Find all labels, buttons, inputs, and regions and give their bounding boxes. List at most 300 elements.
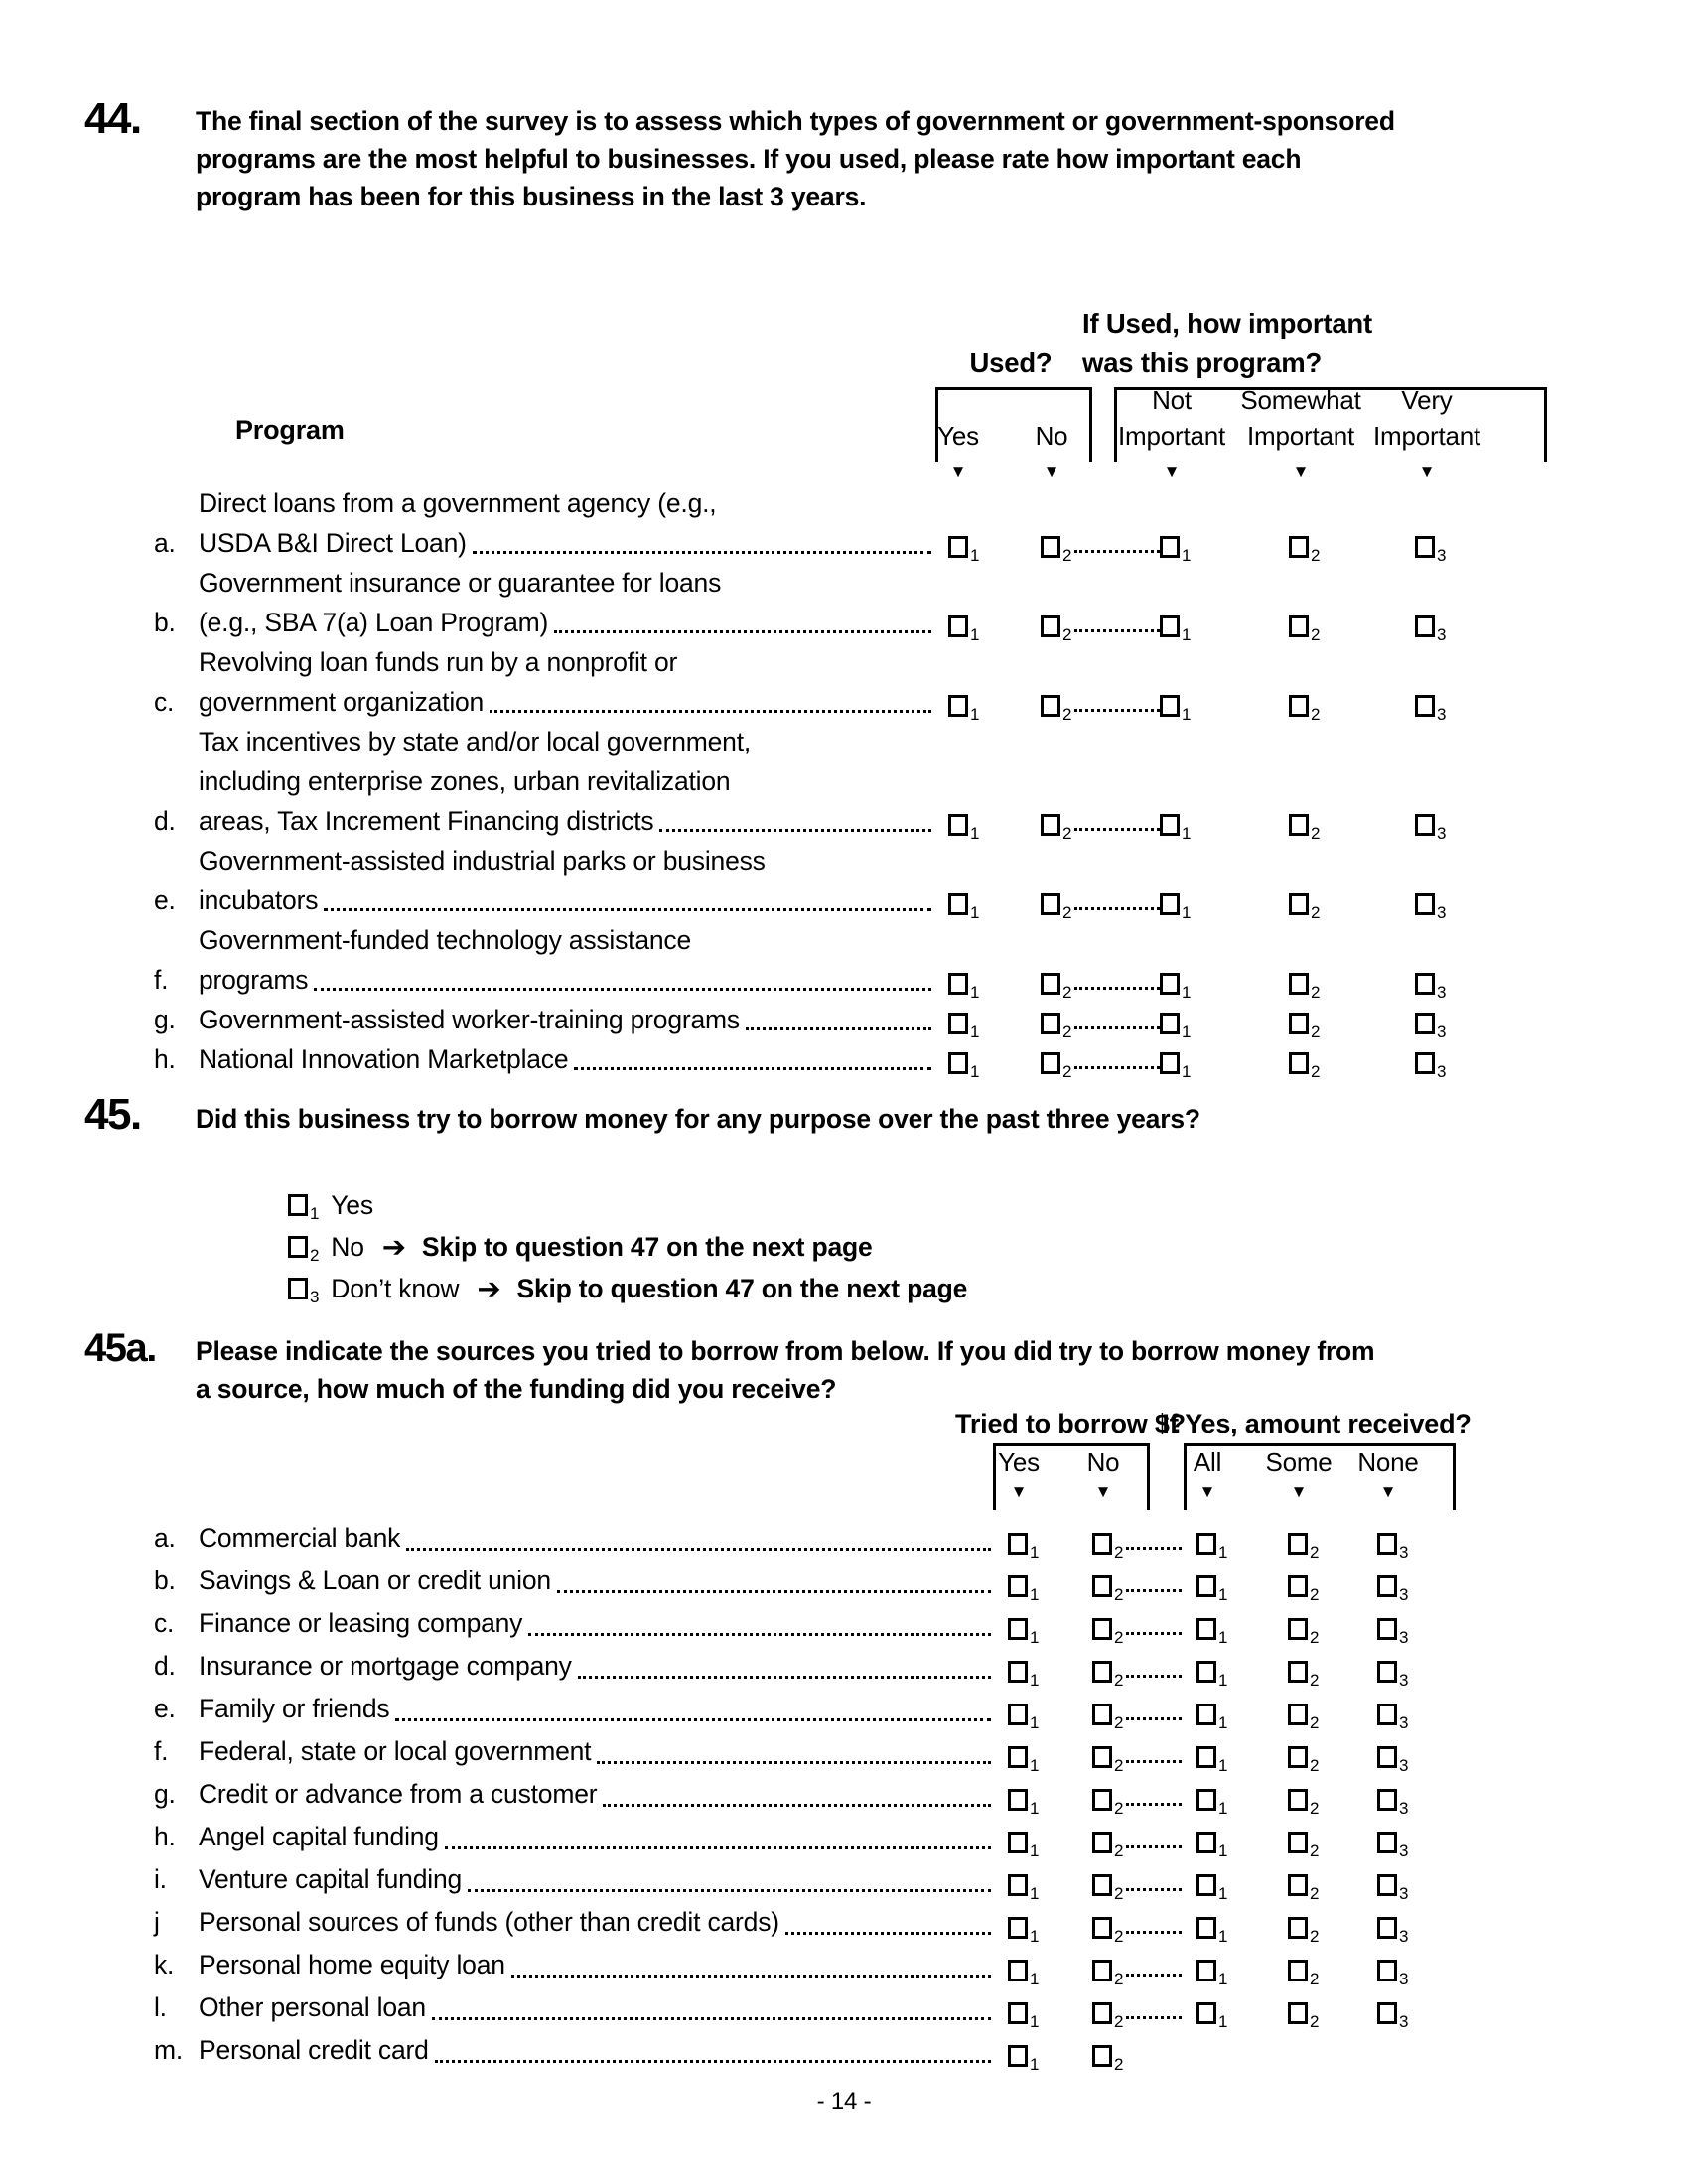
cell-used-no — [1026, 615, 1160, 642]
cell-received-none — [1362, 1661, 1452, 1688]
checkbox-used-yes[interactable] — [948, 973, 980, 1002]
checkbox-used-no[interactable] — [1041, 695, 1072, 724]
checkbox-somewhat-important[interactable] — [1289, 1013, 1321, 1041]
checkbox-received-some[interactable] — [1288, 1533, 1320, 1562]
checkbox-box — [1377, 1917, 1397, 1939]
checkbox-very-important[interactable] — [1415, 695, 1447, 724]
checkbox-subscript: 1 — [1182, 1023, 1192, 1041]
dotted-leader — [1074, 1066, 1160, 1069]
checkbox-very-important[interactable] — [1415, 814, 1447, 843]
cell-very-important — [1415, 695, 1494, 722]
checkbox-received-all[interactable] — [1196, 1575, 1228, 1604]
checkbox-very-important[interactable] — [1415, 973, 1447, 1002]
checkbox-box — [1160, 893, 1180, 915]
checkbox-box — [1008, 1661, 1028, 1683]
checkbox-used-no[interactable] — [1041, 615, 1072, 644]
question-text-line: program has been for this business in the last 3 years. — [196, 182, 867, 211]
checkbox-used-no[interactable] — [1041, 814, 1072, 843]
option-label: Yes — [331, 1189, 373, 1220]
checkbox-very-important[interactable] — [1415, 1013, 1447, 1041]
row-label-text: (e.g., SBA 7(a) Loan Program) — [199, 608, 549, 637]
checkbox-subscript: 2 — [1310, 1927, 1320, 1946]
checkbox-very-important[interactable] — [1415, 893, 1447, 922]
checkbox-box — [1377, 1960, 1397, 1981]
dotted-leader — [1126, 1803, 1182, 1806]
cell-received-all — [1182, 1917, 1273, 1944]
checkbox-received-some[interactable] — [1288, 1960, 1320, 1988]
checkbox-received-all[interactable] — [1196, 1618, 1228, 1647]
dotted-leader — [473, 551, 931, 554]
row-label-text: areas, Tax Increment Financing districts — [199, 806, 654, 836]
cell-somewhat-important — [1289, 695, 1415, 722]
checkbox-box — [1288, 1661, 1308, 1683]
checkbox-received-none[interactable] — [1377, 1575, 1409, 1604]
checkbox-received-none[interactable] — [1377, 1746, 1409, 1775]
checkbox-box — [1160, 1013, 1180, 1034]
cell-received-some — [1273, 1618, 1362, 1645]
checkbox-box — [1288, 1960, 1308, 1981]
table-row — [154, 1773, 1452, 1816]
checkbox-received-all[interactable] — [1196, 1832, 1228, 1860]
checkbox-subscript: 1 — [310, 1204, 320, 1223]
dotted-leader — [1126, 1888, 1182, 1891]
checkbox-somewhat-important[interactable] — [1289, 893, 1321, 922]
checkbox-not-important[interactable] — [1160, 536, 1192, 565]
checkbox-box — [1289, 1052, 1309, 1074]
checkbox-yes[interactable] — [288, 1194, 320, 1223]
checkbox-used-yes[interactable] — [948, 1013, 980, 1041]
row-label — [199, 1645, 993, 1688]
row-label — [199, 642, 933, 722]
checkbox-not-important[interactable] — [1160, 893, 1192, 922]
checkbox-somewhat-important[interactable] — [1289, 814, 1321, 843]
checkbox-subscript: 3 — [1437, 625, 1447, 644]
checkbox-received-some[interactable] — [1288, 1917, 1320, 1946]
checkbox-received-some[interactable] — [1288, 1704, 1320, 1732]
table-row — [154, 563, 1494, 642]
skip-arrow-icon: ➔ — [477, 1273, 501, 1305]
checkbox-tried-yes[interactable] — [1008, 2045, 1040, 2074]
checkbox-used-no[interactable] — [1041, 1013, 1072, 1041]
checkbox-subscript: 1 — [1218, 1671, 1228, 1690]
dotted-leader — [324, 908, 931, 911]
cell-tried-yes — [993, 1704, 1077, 1730]
row-label-text: Family or friends — [199, 1694, 390, 1723]
option-label: No — [331, 1231, 364, 1262]
cell-received-all — [1182, 1832, 1273, 1858]
checkbox-received-none[interactable] — [1377, 1917, 1409, 1946]
row-label-line-last — [199, 801, 933, 841]
option-row — [288, 1268, 967, 1309]
row-label-line-last — [199, 523, 933, 563]
cell-very-important — [1415, 893, 1494, 920]
checkbox-subscript: 1 — [1218, 1628, 1228, 1647]
cell-tried-yes — [993, 1832, 1077, 1858]
checkbox-box — [948, 893, 968, 915]
checkbox-subscript: 1 — [970, 1023, 980, 1041]
checkbox-received-none[interactable] — [1377, 2002, 1409, 2031]
col-header-somewhat-important: Important — [1246, 421, 1355, 451]
checkbox-tried-no[interactable] — [1092, 1874, 1124, 1903]
row-label-text: government organization — [199, 687, 485, 717]
checkbox-used-yes[interactable] — [948, 695, 980, 724]
col-header-very: Very — [1401, 385, 1453, 415]
checkbox-tried-yes[interactable] — [1008, 1618, 1040, 1647]
dotted-leader — [1074, 987, 1160, 990]
cell-not-important — [1160, 695, 1289, 722]
row-label-text: Savings & Loan or credit union — [199, 1566, 551, 1595]
dotted-leader — [1126, 1931, 1182, 1934]
checkbox-received-all[interactable] — [1196, 1661, 1228, 1690]
checkbox-subscript: 1 — [1030, 2055, 1040, 2074]
checkbox-box — [1415, 973, 1435, 995]
checkbox-subscript: 2 — [1310, 2012, 1320, 2031]
checkbox-received-none[interactable] — [1377, 1704, 1409, 1732]
col-header-not: Not — [1152, 385, 1192, 415]
checkbox-received-all[interactable] — [1196, 1533, 1228, 1562]
checkbox-box — [1415, 1052, 1435, 1074]
program-column-header: Program — [235, 415, 345, 445]
checkbox-tried-yes[interactable] — [1008, 1533, 1040, 1562]
checkbox-somewhat-important[interactable] — [1289, 695, 1321, 724]
checkbox-box — [948, 1052, 968, 1074]
cell-tried-yes — [993, 1917, 1077, 1944]
question-text-line: a source, how much of the funding did you receive? — [196, 1374, 837, 1404]
cell-received-none — [1362, 1746, 1452, 1773]
checkbox-not-important[interactable] — [1160, 695, 1192, 724]
checkbox-box — [1092, 2002, 1112, 2024]
checkbox-used-no[interactable] — [1041, 893, 1072, 922]
checkbox-tried-no[interactable] — [1092, 1917, 1124, 1946]
cell-tried-yes — [993, 1874, 1077, 1901]
checkbox-box — [288, 1236, 308, 1258]
checkbox-tried-yes[interactable] — [1008, 1789, 1040, 1818]
cell-received-none — [1362, 1789, 1452, 1816]
checkbox-box — [1415, 1013, 1435, 1034]
checkbox-tried-yes[interactable] — [1008, 1874, 1040, 1903]
cell-used-no — [1026, 1052, 1160, 1079]
checkbox-received-none[interactable] — [1377, 1618, 1409, 1647]
dotted-leader — [554, 630, 931, 633]
row-label-text: Personal sources of funds (other than credit cards) — [199, 1907, 779, 1937]
checkbox-tried-no[interactable] — [1092, 1575, 1124, 1604]
checkbox-tried-yes[interactable] — [1008, 1661, 1040, 1690]
cell-received-all — [1182, 1704, 1273, 1730]
checkbox-box — [1377, 1789, 1397, 1811]
checkbox-box — [1008, 1917, 1028, 1939]
checkbox-box — [1289, 536, 1309, 558]
row-label-text: National Innovation Marketplace — [199, 1044, 569, 1074]
checkbox-received-none[interactable] — [1377, 1661, 1409, 1690]
checkbox-box — [1160, 536, 1180, 558]
cell-used-no — [1026, 1013, 1160, 1039]
checkbox-box — [1289, 1013, 1309, 1034]
checkbox-used-yes[interactable] — [948, 615, 980, 644]
checkbox-subscript: 2 — [1062, 983, 1072, 1002]
checkbox-received-none[interactable] — [1377, 1533, 1409, 1562]
question-text — [196, 1332, 1374, 1408]
row-label-line: Government-funded technology assistance — [199, 925, 691, 955]
down-arrow-icon: ▼ — [1043, 462, 1060, 480]
checkbox-box — [1160, 973, 1180, 995]
row-label-line-last — [199, 682, 933, 722]
checkbox-subscript: 1 — [1030, 1671, 1040, 1690]
row-label — [199, 2029, 993, 2072]
checkbox-box — [1288, 2002, 1308, 2024]
checkbox-very-important[interactable] — [1415, 536, 1447, 565]
checkbox-box — [1288, 1917, 1308, 1939]
checkbox-subscript: 2 — [1114, 2055, 1124, 2074]
cell-received-some — [1273, 1832, 1362, 1858]
question-text-line: Please indicate the sources you tried to borrow from below. If you did try to borrow money from — [196, 1336, 1375, 1366]
cell-received-none — [1362, 2002, 1452, 2029]
dotted-leader — [578, 1676, 991, 1679]
row-label-text: Other personal loan — [199, 1992, 426, 2022]
checkbox-subscript: 2 — [1311, 903, 1321, 922]
checkbox-received-all[interactable] — [1196, 1874, 1228, 1903]
checkbox-subscript: 2 — [1311, 983, 1321, 1002]
row-label — [199, 1560, 993, 1602]
checkbox-used-yes[interactable] — [948, 814, 980, 843]
checkbox-subscript: 2 — [1062, 625, 1072, 644]
checkbox-used-yes[interactable] — [948, 893, 980, 922]
question-number: 45. — [84, 1090, 141, 1139]
checkbox-received-some[interactable] — [1288, 1874, 1320, 1903]
checkbox-subscript: 2 — [1310, 1842, 1320, 1860]
checkbox-tried-yes[interactable] — [1008, 1575, 1040, 1604]
tried-group-title: Tried to borrow $? — [955, 1409, 1186, 1438]
checkbox-used-no[interactable] — [1041, 1052, 1072, 1081]
checkbox-box — [1288, 1533, 1308, 1555]
checkbox-received-all[interactable] — [1196, 2002, 1228, 2031]
checkbox-tried-no[interactable] — [1092, 1960, 1124, 1988]
checkbox-box — [1160, 695, 1180, 717]
checkbox-tried-yes[interactable] — [1008, 1960, 1040, 1988]
checkbox-tried-yes[interactable] — [1008, 2002, 1040, 2031]
cell-not-important — [1160, 1052, 1289, 1079]
cell-somewhat-important — [1289, 1013, 1415, 1039]
checkbox-subscript: 3 — [1399, 1585, 1409, 1604]
dotted-leader — [1074, 629, 1160, 632]
checkbox-tried-no[interactable] — [1092, 1746, 1124, 1775]
checkbox-somewhat-important[interactable] — [1289, 615, 1321, 644]
checkbox-received-all[interactable] — [1196, 1746, 1228, 1775]
row-label — [199, 1517, 993, 1560]
checkbox-received-all[interactable] — [1196, 1789, 1228, 1818]
checkbox-box — [1377, 1533, 1397, 1555]
checkbox-received-some[interactable] — [1288, 1832, 1320, 1860]
checkbox-used-no[interactable] — [1041, 973, 1072, 1002]
cell-somewhat-important — [1289, 536, 1415, 563]
row-label-line: Tax incentives by state and/or local government, — [199, 727, 752, 756]
cell-received-some — [1273, 1704, 1362, 1730]
checkbox-subscript: 1 — [1030, 1628, 1040, 1647]
checkbox-box — [948, 973, 968, 995]
checkbox-received-none[interactable] — [1377, 1960, 1409, 1988]
down-arrow-icon: ▼ — [1163, 462, 1181, 480]
checkbox-somewhat-important[interactable] — [1289, 973, 1321, 1002]
checkbox-received-none[interactable] — [1377, 1789, 1409, 1818]
table-row — [154, 2029, 1452, 2072]
row-letter: d. — [154, 806, 176, 836]
table-row — [154, 642, 1494, 722]
checkbox-tried-no[interactable] — [1092, 1789, 1124, 1818]
checkbox-tried-yes[interactable] — [1008, 1832, 1040, 1860]
dotted-leader — [1126, 1632, 1182, 1635]
checkbox-subscript: 2 — [1114, 1970, 1124, 1988]
checkbox-very-important[interactable] — [1415, 615, 1447, 644]
down-arrow-icon: ▼ — [1010, 1482, 1028, 1501]
checkbox-received-some[interactable] — [1288, 1746, 1320, 1775]
checkbox-used-yes[interactable] — [948, 1052, 980, 1081]
cell-received-all — [1182, 1960, 1273, 1986]
checkbox-not-important[interactable] — [1160, 1013, 1192, 1041]
checkbox-tried-no[interactable] — [1092, 1661, 1124, 1690]
row-label-text: incubators — [199, 886, 319, 915]
checkbox-tried-no[interactable] — [1092, 2002, 1124, 2031]
question-number: 44. — [84, 94, 141, 143]
row-label — [199, 920, 933, 1000]
checkbox-box — [1196, 1661, 1216, 1683]
checkbox-box — [1008, 1789, 1028, 1811]
checkbox-box — [1288, 1704, 1308, 1725]
checkbox-box — [1092, 1789, 1112, 1811]
dotted-leader — [468, 1889, 991, 1892]
checkbox-not-important[interactable] — [1160, 615, 1192, 644]
table-row — [154, 1000, 1494, 1039]
checkbox-box — [1196, 1917, 1216, 1939]
checkbox-very-important[interactable] — [1415, 1052, 1447, 1081]
checkbox-received-some[interactable] — [1288, 2002, 1320, 2031]
dotted-leader — [1126, 1845, 1182, 1848]
checkbox-received-some[interactable] — [1288, 1618, 1320, 1647]
checkbox-not-important[interactable] — [1160, 1052, 1192, 1081]
cell-received-none — [1362, 1960, 1452, 1986]
checkbox-subscript: 2 — [1310, 1671, 1320, 1690]
checkbox-used-no[interactable] — [1041, 536, 1072, 565]
cell-tried-no — [1077, 1575, 1182, 1602]
checkbox-subscript: 1 — [1030, 1713, 1040, 1732]
checkbox-tried-yes[interactable] — [1008, 1917, 1040, 1946]
option-label: Don’t know — [331, 1273, 460, 1303]
checkbox-tried-yes[interactable] — [1008, 1746, 1040, 1775]
down-arrow-icon: ▼ — [1094, 1482, 1112, 1501]
checkbox-tried-no[interactable] — [1092, 1704, 1124, 1732]
row-label — [199, 1901, 993, 1944]
row-label — [199, 841, 933, 920]
row-label-line-last — [199, 960, 933, 1000]
checkbox-subscript: 3 — [1437, 1023, 1447, 1041]
row-letter: k. — [154, 1950, 175, 1979]
checkbox-box — [1092, 1832, 1112, 1853]
checkbox-subscript: 3 — [1437, 546, 1447, 565]
checkbox-tried-no[interactable] — [1092, 1533, 1124, 1562]
checkbox-subscript: 2 — [1310, 1970, 1320, 1988]
checkbox-dont-know[interactable] — [288, 1278, 320, 1306]
dotted-leader — [1074, 907, 1160, 910]
down-arrow-icon: ▼ — [949, 462, 967, 480]
question-text-line: programs are the most helpful to businesses. If you used, please rate how important each — [196, 144, 1302, 174]
checkbox-subscript: 1 — [1218, 1884, 1228, 1903]
checkbox-tried-no[interactable] — [1092, 1832, 1124, 1860]
dotted-leader — [1126, 1589, 1182, 1592]
row-letter: a. — [154, 1523, 176, 1553]
checkbox-subscript: 3 — [1399, 1927, 1409, 1946]
checkbox-received-some[interactable] — [1288, 1661, 1320, 1690]
col-header-some: Some — [1265, 1447, 1333, 1477]
checkbox-not-important[interactable] — [1160, 973, 1192, 1002]
checkbox-subscript: 1 — [1030, 1842, 1040, 1860]
cell-received-all — [1182, 1618, 1273, 1645]
cell-tried-no — [1077, 1789, 1182, 1816]
checkbox-no[interactable] — [288, 1236, 320, 1265]
checkbox-box — [1041, 1052, 1060, 1074]
checkbox-tried-no[interactable] — [1092, 1618, 1124, 1647]
row-label-line-last — [199, 1000, 933, 1039]
row-label-line-last — [199, 881, 933, 920]
row-label — [199, 722, 933, 841]
checkbox-tried-no[interactable] — [1092, 2045, 1124, 2074]
checkbox-subscript: 2 — [1062, 1023, 1072, 1041]
checkbox-box — [1008, 1832, 1028, 1853]
checkbox-tried-yes[interactable] — [1008, 1704, 1040, 1732]
checkbox-subscript: 2 — [1311, 1062, 1321, 1081]
row-letter: d. — [154, 1651, 176, 1681]
cell-received-some — [1273, 1789, 1362, 1816]
checkbox-box — [1092, 1618, 1112, 1640]
cell-tried-yes — [993, 2002, 1077, 2029]
checkbox-somewhat-important[interactable] — [1289, 1052, 1321, 1081]
checkbox-box — [1008, 1960, 1028, 1981]
dotted-leader — [1074, 550, 1160, 553]
cell-not-important — [1160, 814, 1289, 841]
checkbox-received-some[interactable] — [1288, 1789, 1320, 1818]
dotted-leader — [1126, 1675, 1182, 1678]
cell-received-all — [1182, 2002, 1273, 2029]
cell-received-all — [1182, 1533, 1273, 1560]
checkbox-received-all[interactable] — [1196, 1704, 1228, 1732]
table-row — [154, 1688, 1452, 1730]
checkbox-not-important[interactable] — [1160, 814, 1192, 843]
cell-used-no — [1026, 973, 1160, 1000]
checkbox-used-yes[interactable] — [948, 536, 980, 565]
checkbox-subscript: 3 — [1437, 705, 1447, 724]
checkbox-box — [1092, 1746, 1112, 1768]
checkbox-subscript: 2 — [1311, 1023, 1321, 1041]
row-label-text: Finance or leasing company — [199, 1608, 523, 1638]
checkbox-subscript: 1 — [970, 705, 980, 724]
checkbox-box — [948, 695, 968, 717]
checkbox-subscript: 2 — [1114, 2012, 1124, 2031]
checkbox-somewhat-important[interactable] — [1289, 536, 1321, 565]
checkbox-subscript: 1 — [1218, 1543, 1228, 1562]
checkbox-received-none[interactable] — [1377, 1832, 1409, 1860]
dotted-leader — [1126, 1760, 1182, 1763]
cell-received-some — [1273, 1917, 1362, 1944]
row-letter: g. — [154, 1779, 176, 1809]
checkbox-received-some[interactable] — [1288, 1575, 1320, 1604]
checkbox-subscript: 3 — [1437, 983, 1447, 1002]
checkbox-received-all[interactable] — [1196, 1960, 1228, 1988]
cell-very-important — [1415, 973, 1494, 1000]
row-label-text: Government-assisted worker-training programs — [199, 1005, 740, 1034]
row-label-line: including enterprise zones, urban revitalization — [199, 766, 731, 796]
checkbox-received-none[interactable] — [1377, 1874, 1409, 1903]
checkbox-received-all[interactable] — [1196, 1917, 1228, 1946]
checkbox-box — [1196, 1618, 1216, 1640]
row-letter: c. — [154, 687, 175, 717]
cell-received-all — [1182, 1661, 1273, 1688]
